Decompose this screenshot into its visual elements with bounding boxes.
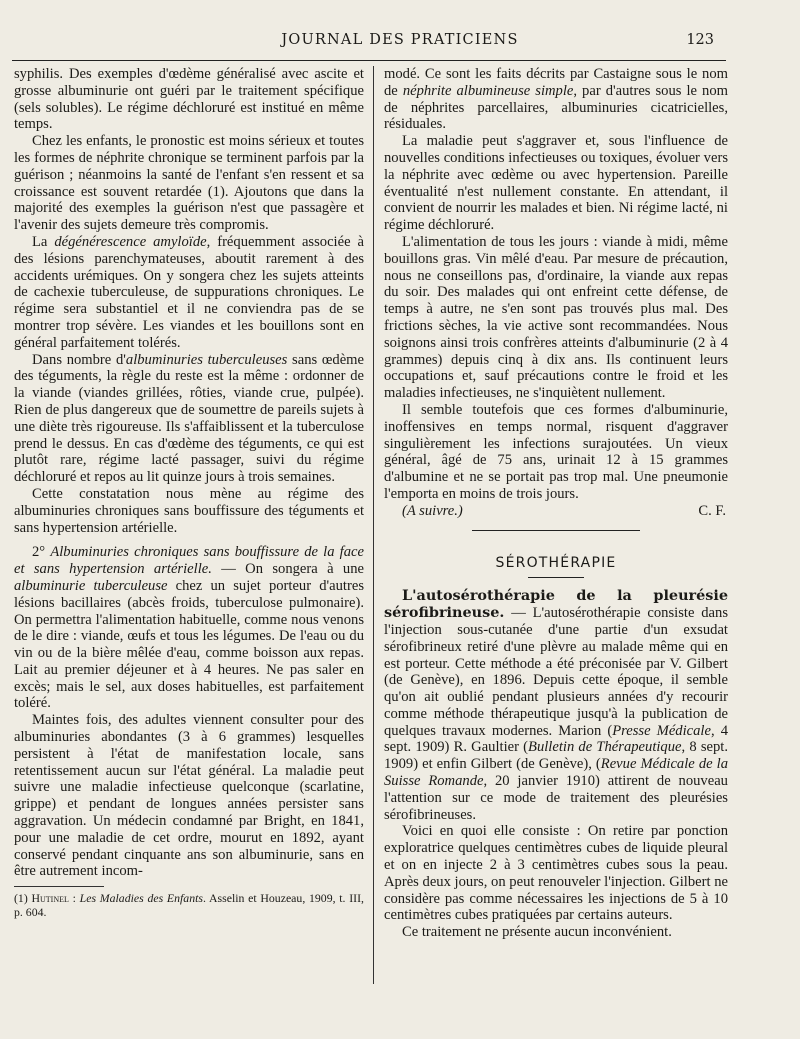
italic-term: albuminuries tuberculeuses [125, 351, 288, 368]
text-span: sans œdème des téguments, la règle du reste est la même : ordonner de la viande (viandes grillées, rôties, viande crue, pulpée). Rien de plus dangereux que de soumettre de pareils sujets à une diète très rigoureuse. Ils s'affaiblissent et la tuberculose prend le dessus. En cas d'œdème des téguments, ce qui est plutôt rare, régime lacté passager, suivi du régime déchloruré et repos au lit quinze jours à trois semaines. [14, 351, 365, 486]
page-number: 123 [686, 32, 714, 48]
paragraph [14, 352, 364, 486]
paragraph: Cette constatation nous mène au régime des albuminuries chroniques sans bouffissure des téguments et sans hypertension artérielle. [14, 485, 364, 536]
italic-term: albuminurie tuberculeuse [14, 577, 168, 594]
text-span: modé. Ce sont les faits décrits par Castaigne sous le nom de [384, 66, 728, 99]
paragraph [14, 234, 364, 352]
text-span: , fréquemment associée à des lésions parenchymateuses, aboutit rarement à des accidents urémiques. On y songera chez les sujets atteints de cachexie tuberculeuse, de suppurations chroniques. Le régime sera substantiel et il ne conviendra pas de se montrer trop sévère. Les viandes et les bouillons sont en général parfaitement tolérés. [14, 233, 364, 351]
paragraph: Il semble toutefois que ces formes d'albuminurie, inoffensives en temps normal, risquent d'aggraver singulièrement les infections surajoutées. Un vieux général, âgé de 75 ans, urinait 12 à 15 grammes d'albumine et ne se portait pas trop mal. Une pneumonie l'emporta en moins de trois jours. [384, 401, 728, 502]
text-span: Dans nombre d' [32, 351, 126, 368]
left-column [14, 66, 364, 919]
text-span: 2° [32, 544, 51, 561]
italic-term: néphrite albumineuse simple [402, 82, 574, 99]
section-heading-italic: Albuminuries chroniques sans bouffissure de la face et sans hypertension artérielle. [14, 544, 364, 578]
text-span: chez un sujet porteur d'autres lésions bacillaires (abcès froids, tuberculose pulmonaire). On permettra l'alimentation habituelle, comme nous venons de le dire : viande, œufs et tous les légumes. De l'eau ou du vin ou de la bière mêlée d'eau, comme boisson aux repas. Lait au premier déjeuner et à 4 heures. Ne pas saler en excès; mais le sel, aux doses habituelles, est parfaitement toléré. [14, 577, 364, 712]
paragraph [384, 588, 728, 823]
article-title: L'autosérothérapie de la pleurésie sérofibrineuse. [384, 587, 728, 622]
text-span: — L'autosérothérapie consiste dans l'injection sous-cutanée d'une partie d'un exsudat sérofibrineux retiré d'une plèvre au malade même qui en est porteur. Cette méthode a été préconisée par V. Gilbert (de Genève), en 1896. Depuis cette époque, il semble qu'on ait oublié pendant plusieurs années d'y recourir comme méthode thérapeutique jusqu'à la publication de quelques travaux modernes. Marion ( [384, 605, 728, 739]
paragraph: Chez les enfants, le pronostic est moins sérieux et toutes les formes de néphrite chronique se terminent parfois par la guérison ; néanmoins la santé de l'enfant s'en ressent et sa croissance est souvent retardée (1). Ajoutons que dans la majorité des exemples la guérison n'est que passagère et l'avenir des sujets demeure très compromis. [14, 133, 364, 234]
to-be-continued: (A suivre.) [402, 502, 463, 519]
paragraph [14, 544, 364, 712]
signature: C. F. [698, 502, 726, 519]
running-title: JOURNAL DES PRATICIENS [281, 32, 519, 48]
text-span: , 4 sept. 1909) R. Gaultier ( [384, 722, 729, 756]
section-underline [528, 577, 584, 578]
header-rule [12, 60, 726, 61]
paragraph: Voici en quoi elle consiste : On retire par ponction exploratrice quelques centimètres cubes de liquide pleural et on en injecte 2 à 3 centimètres cubes sous la peau. Après deux jours, on peut renouveler l'injection. Gilbert ne considère pas comme nécessaires les injections de 5 à 10 centimètres cubes pratiquées par certains auteurs. [384, 823, 728, 924]
paragraph: Ce traitement ne présente aucun inconvénient. [402, 924, 672, 941]
right-column [384, 66, 728, 941]
journal-ref: Bulletin de Thérapeutique [528, 739, 682, 756]
text-span: — On songera à une [211, 561, 364, 578]
section-title: SÉROTHÉRAPIE [495, 554, 617, 571]
section-divider [472, 530, 640, 531]
footnote-rule [14, 886, 104, 887]
text-span: , 8 sept. 1909) et enfin Gilbert (de Genève), ( [384, 739, 728, 773]
article-signoff [384, 503, 728, 520]
footnote-author: Hutinel [31, 891, 69, 906]
italic-term: dégénérescence amyloïde [54, 233, 207, 250]
page-header [0, 30, 800, 54]
text-span: , 20 janvier 1910) attirent de nouveau l'attention sur ce mode de traitement des pleurésies sérofibrineuses. [384, 773, 728, 823]
footnote-mark: (1) [14, 891, 32, 906]
paragraph [384, 66, 728, 133]
text-span: La [32, 233, 55, 250]
column-divider [373, 66, 374, 984]
text-span: . Asselin et Houzeau, 1909, t. III, p. 604. [14, 891, 364, 920]
journal-ref: Presse Médicale [612, 722, 711, 739]
paragraph: syphilis. Des exemples d'œdème généralisé avec ascite et grosse albuminurie ont guéri par le traitement spécifique (sels solubles). Le régime déchloruré est institué en même temps. [14, 66, 364, 133]
text-span: , par d'autres sous le nom de néphrites parcellaires, albuminuries cicatricielles, résiduales. [384, 82, 728, 133]
footnote-title: Les Maladies des Enfants [79, 891, 203, 906]
paragraph: L'alimentation de tous les jours : viande à midi, même bouillons gras. Vin mêlé d'eau. Par mesure de précaution, nous ne conseillons pas, d'ordinaire, la viande aux repas du soir. Des malades qui ont enfreint cette défense, de temps à autre, ne s'en sont pas trouvés plus mal. Des frictions sèches, la vie active sont recommandées. Nous soignons ainsi trois confrères atteints d'albuminurie (2 à 4 grammes) depuis cinq à dix ans. Ils continuent leurs occupations et, sauf précautions contre le froid et les maladies infectieuses, ne s'inquiètent nullement. [384, 233, 728, 402]
footnote [14, 891, 364, 919]
paragraph: La maladie peut s'aggraver et, sous l'influence de nouvelles conditions infectieuses ou toxiques, évoluer vers la néphrite avec œdème ou avec hypertension. Pareille éventualité n'est nullement constante. En attendant, il convient de nourrir les malades et bien. Ni régime lacté, ni régime déchloruré. [384, 133, 728, 234]
journal-ref: Revue Médicale de la Suisse Romande [384, 756, 728, 790]
text-span: : [68, 891, 80, 906]
paragraph: Maintes fois, des adultes viennent consulter pour des albuminuries abondantes (3 à 6 grammes) lesquelles persistent à l'état de manifestation locale, sans retentissement aucun sur l'état général. La maladie peut suivre une maladie infectieuse quelconque (scarlatine, grippe) et pendant de longues années persister sans aggravation. Un médecin condamné par Bright, en 1841, pour une maladie de cet ordre, mourut en 1892, ayant conservé pendant cinquante ans son albuminurie, sans en être autrement incom- [14, 712, 364, 880]
